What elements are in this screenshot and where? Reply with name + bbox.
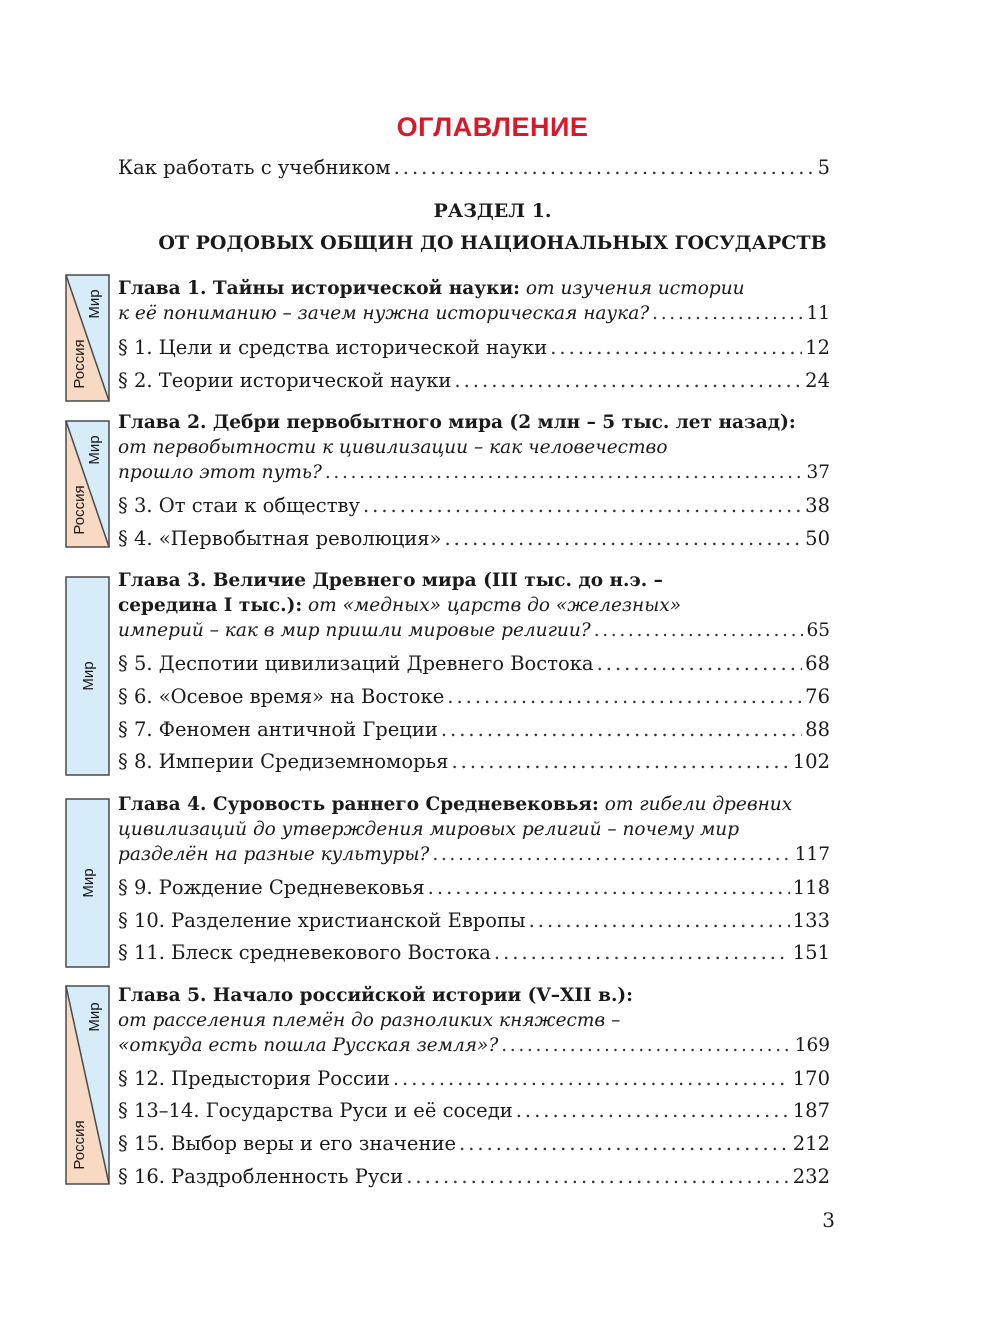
- entry-page: 102: [792, 750, 830, 773]
- dot-leader: [597, 652, 803, 675]
- dot-leader: [447, 685, 802, 708]
- dot-leader: [594, 620, 804, 641]
- chapter-5-heading[interactable]: [118, 985, 830, 1006]
- toc-entry[interactable]: [118, 369, 830, 392]
- chapter-3-subtitle-1: от «медных» царств до «железных»: [308, 595, 682, 616]
- chapter-4-subtitle-2: цивилизаций до утверждения мировых религий – почему мир: [118, 819, 740, 840]
- chapter-5-subtitle-2: «откуда есть пошла Русская земля»?: [118, 1035, 499, 1056]
- tab-label-russia: Россия: [71, 339, 88, 389]
- tab-mir-russia-ch2: [65, 420, 110, 548]
- entry-label: § 16. Раздробленность Руси: [118, 1165, 404, 1188]
- toc-entry[interactable]: [118, 652, 830, 675]
- entry-page: 88: [805, 718, 830, 741]
- entry-page: 118: [792, 876, 830, 899]
- entry-page: 133: [792, 909, 830, 932]
- dot-leader: [459, 1132, 790, 1155]
- dot-leader: [529, 909, 790, 932]
- tab-label-mir: Мир: [80, 868, 97, 898]
- chapter-1-heading[interactable]: [118, 278, 830, 299]
- entry-page: 5: [817, 156, 830, 179]
- chapter-1-title: Глава 1. Тайны исторической науки:: [118, 278, 521, 299]
- toc-entry[interactable]: [118, 941, 830, 964]
- chapter-2-line-3[interactable]: [118, 462, 830, 483]
- entry-page: 170: [792, 1067, 830, 1090]
- chapter-5-line-3[interactable]: [118, 1035, 830, 1056]
- dot-leader: [550, 336, 802, 359]
- dot-leader: [444, 527, 802, 550]
- chapter-3-subtitle-2: империй – как в мир пришли мировые религии?: [118, 620, 591, 641]
- toc-entry-intro[interactable]: [118, 156, 830, 179]
- chapter-2-subtitle-line: [118, 437, 830, 458]
- entry-label: § 10. Разделение христианской Европы: [118, 909, 526, 932]
- entry-label: § 8. Империи Средиземноморья: [118, 750, 449, 773]
- toc-entry[interactable]: [118, 527, 830, 550]
- entry-label: § 6. «Осевое время» на Востоке: [118, 685, 445, 708]
- chapter-3-title: Глава 3. Величие Древнего мира (III тыс. до н.э. –: [118, 570, 663, 591]
- toc-entry[interactable]: [118, 718, 830, 741]
- entry-label: § 13–14. Государства Руси и её соседи: [118, 1099, 513, 1122]
- chapter-2-page: 37: [806, 462, 830, 483]
- dot-leader: [428, 876, 790, 899]
- chapter-2-heading[interactable]: [118, 412, 830, 433]
- toc-entry[interactable]: [118, 1099, 830, 1122]
- entry-page: 68: [805, 652, 830, 675]
- page-title: ОГЛАВЛЕНИЕ: [396, 112, 589, 142]
- dot-leader: [441, 718, 802, 741]
- chapter-4-subtitle-3: разделён на разные культуры?: [118, 844, 430, 865]
- tab-mir-russia-ch1: [65, 274, 110, 402]
- dot-leader: [363, 494, 802, 517]
- dot-leader: [325, 462, 804, 483]
- chapter-5-subtitle-1: от расселения племён до разноликих княжеств –: [118, 1010, 621, 1031]
- chapter-1-line-2[interactable]: [118, 303, 830, 324]
- toc-entry[interactable]: [118, 1165, 830, 1188]
- chapter-5-page: 169: [794, 1035, 830, 1056]
- toc-entry[interactable]: [118, 494, 830, 517]
- tab-label-russia: Россия: [71, 485, 88, 535]
- section-title: ОТ РОДОВЫХ ОБЩИН ДО НАЦИОНАЛЬНЫХ ГОСУДАРСТВ: [158, 232, 827, 254]
- chapter-5-subtitle-line: [118, 1010, 830, 1031]
- chapter-4-heading[interactable]: [118, 794, 830, 815]
- chapter-3-title-2: середина I тыс.):: [118, 595, 303, 616]
- chapter-3-page: 65: [806, 620, 830, 641]
- entry-page: 76: [805, 685, 830, 708]
- dot-leader: [406, 1165, 790, 1188]
- dot-leader: [454, 369, 802, 392]
- dot-leader: [432, 844, 791, 865]
- entry-label: § 11. Блеск средневекового Востока: [118, 941, 491, 964]
- entry-page: 232: [792, 1165, 830, 1188]
- entry-label: § 7. Феномен античной Греции: [118, 718, 438, 741]
- chapter-5-title: Глава 5. Начало российской истории (V–XII в.):: [118, 985, 633, 1006]
- tab-label-mir: Мир: [86, 289, 103, 319]
- toc-entry[interactable]: [118, 336, 830, 359]
- chapter-3-heading[interactable]: [118, 570, 830, 591]
- chapter-3-heading-line-2: [118, 595, 830, 616]
- tab-mir-ch4: [65, 798, 110, 968]
- entry-label: § 12. Предыстория России: [118, 1067, 390, 1090]
- entry-label: § 9. Рождение Средневековья: [118, 876, 425, 899]
- entry-label: § 3. От стаи к обществу: [118, 494, 360, 517]
- entry-label: § 15. Выбор веры и его значение: [118, 1132, 457, 1155]
- entry-label: Как работать с учебником: [118, 156, 391, 179]
- chapter-1-subtitle-2: к её пониманию – зачем нужна историческая наука?: [118, 303, 650, 324]
- chapter-3-line-3[interactable]: [118, 620, 830, 641]
- entry-label: § 5. Деспотии цивилизаций Древнего Востока: [118, 652, 594, 675]
- chapter-4-page: 117: [794, 844, 830, 865]
- dot-leader: [451, 750, 789, 773]
- dot-leader: [516, 1099, 790, 1122]
- entry-page: 151: [792, 941, 830, 964]
- dot-leader: [393, 1067, 790, 1090]
- dot-leader: [501, 1035, 791, 1056]
- tab-label-mir: Мир: [80, 661, 97, 691]
- tab-mir-ch3: [65, 576, 110, 776]
- dot-leader: [652, 303, 803, 324]
- entry-label: § 4. «Первобытная революция»: [118, 527, 442, 550]
- chapter-2-subtitle-2: прошло этот путь?: [118, 462, 322, 483]
- chapter-4-subtitle-1: от гибели древних: [604, 794, 793, 815]
- tab-label-mir: Мир: [86, 435, 103, 465]
- toc-entry[interactable]: [118, 685, 830, 708]
- tab-label-mir: Мир: [86, 1002, 103, 1032]
- chapter-1-page: 11: [806, 303, 830, 324]
- entry-page: 187: [792, 1099, 830, 1122]
- toc-entry[interactable]: [118, 750, 830, 773]
- chapter-4-subtitle-line: [118, 819, 830, 840]
- chapter-1-subtitle-1: от изучения истории: [525, 278, 745, 299]
- entry-label: § 1. Цели и средства исторической науки: [118, 336, 548, 359]
- entry-label: § 2. Теории исторической науки: [118, 369, 452, 392]
- tab-mir-russia-ch5: [65, 985, 110, 1185]
- dot-leader: [494, 941, 790, 964]
- page-number: 3: [822, 1208, 835, 1232]
- toc-entry[interactable]: [118, 1067, 830, 1090]
- dot-leader: [394, 156, 815, 179]
- section-number: РАЗДЕЛ 1.: [433, 200, 552, 222]
- chapter-2-title: Глава 2. Дебри первобытного мира (2 млн – 5 тыс. лет назад):: [118, 412, 796, 433]
- entry-page: 212: [792, 1132, 830, 1155]
- toc-entry[interactable]: [118, 909, 830, 932]
- chapter-4-line-3[interactable]: [118, 844, 830, 865]
- tab-label-russia: Россия: [71, 1120, 88, 1170]
- entry-page: 38: [805, 494, 830, 517]
- toc-entry[interactable]: [118, 1132, 830, 1155]
- entry-page: 50: [805, 527, 830, 550]
- entry-page: 12: [805, 336, 830, 359]
- chapter-2-subtitle-1: от первобытности к цивилизации – как человечество: [118, 437, 668, 458]
- entry-page: 24: [805, 369, 830, 392]
- toc-entry[interactable]: [118, 876, 830, 899]
- chapter-4-title: Глава 4. Суровость раннего Средневековья:: [118, 794, 599, 815]
